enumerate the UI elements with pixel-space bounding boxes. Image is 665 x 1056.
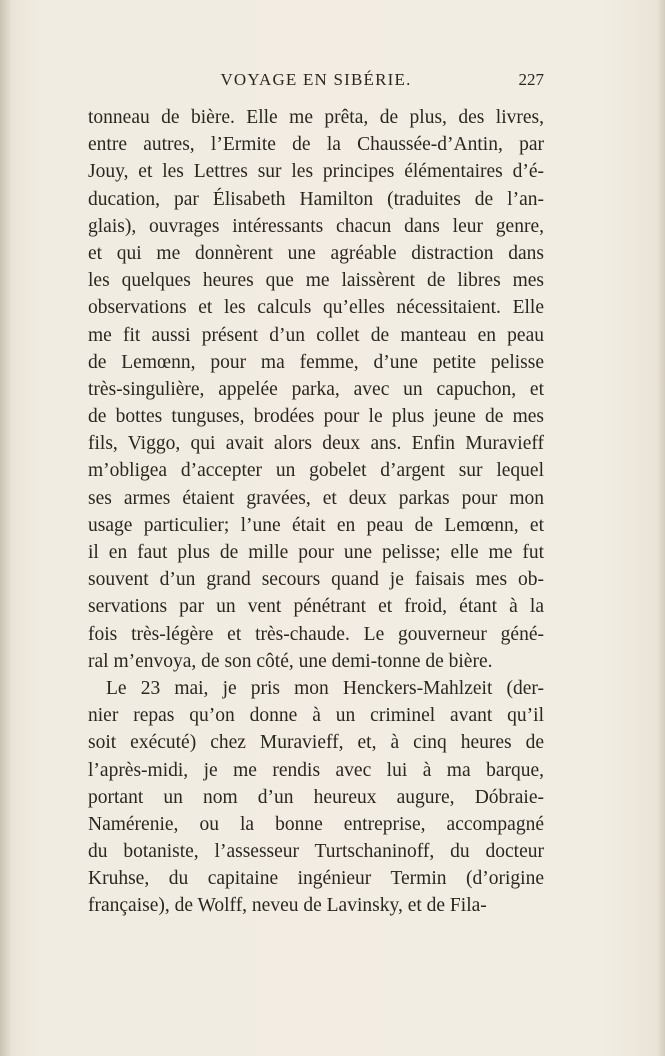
page-header <box>88 70 544 98</box>
text-line: l’après-midi, je me rendis avec lui à ma barque, <box>88 759 544 781</box>
text-line: soit exécuté) chez Muravieff, et, à cinq heures de <box>88 732 544 754</box>
page-gutter-shadow <box>0 0 12 1056</box>
text-line: ducation, par Élisabeth Hamilton (traduites de l’an- <box>88 188 544 210</box>
text-line: du botaniste, l’assesseur Turtschaninoff, du docteur <box>88 841 544 863</box>
text-line: de bottes tunguses, brodées pour le plus jeune de mes <box>88 406 544 428</box>
text-line: servations par un vent pénétrant et froid, étant à la <box>88 596 544 618</box>
paragraph-first-line: Le 23 mai, je pris mon Henckers-Mahlzeit (der- <box>106 677 544 699</box>
running-title: VOYAGE EN SIBÉRIE. <box>220 70 412 89</box>
text-line: très-singulière, appelée parka, avec un capuchon, et <box>88 378 544 400</box>
text-line: me fit aussi présent d’un collet de manteau en peau <box>88 324 544 346</box>
text-line: observations et les calculs qu’elles nécessitaient. Elle <box>88 297 544 319</box>
text-line: les quelques heures que me laissèrent de libres mes <box>88 270 544 292</box>
text-line: et qui me donnèrent une agréable distraction dans <box>88 242 544 264</box>
text-line: Namérenie, ou la bonne entreprise, accompagné <box>88 813 544 835</box>
text-line: m’obligea d’accepter un gobelet d’argent sur lequel <box>88 460 544 482</box>
page-number: 227 <box>518 70 544 89</box>
text-line: Kruhse, du capitaine ingénieur Termin (d’origine <box>88 868 544 890</box>
text-line: portant un nom d’un heureux augure, Dóbraie- <box>88 786 544 808</box>
text-line: tonneau de bière. Elle me prêta, de plus, des livres, <box>88 107 544 128</box>
text-line: nier repas qu’on donne à un criminel avant qu’il <box>88 705 544 727</box>
text-line: il en faut plus de mille pour une pelisse; elle me fut <box>88 542 544 563</box>
text-line: Jouy, et les Lettres sur les principes élémentaires d’é- <box>88 161 544 183</box>
text-line: fois très-légère et très-chaude. Le gouverneur géné- <box>88 623 544 645</box>
text-line: souvent d’un grand secours quand je faisais mes ob- <box>88 569 544 591</box>
body-text <box>88 104 544 920</box>
text-line: ses armes étaient gravées, et deux parkas pour mon <box>88 487 544 509</box>
text-line: entre autres, l’Ermite de la Chaussée-d’Antin, par <box>88 134 544 156</box>
text-line: fils, Viggo, qui avait alors deux ans. Enfin Muravieff <box>88 433 544 455</box>
text-line: française), de Wolff, neveu de Lavinsky, et de Fila- <box>88 895 487 917</box>
text-line: glais), ouvrages intéressants chacun dans leur genre, <box>88 215 544 237</box>
text-line: usage particulier; l’une était en peau de Lemœnn, et <box>88 514 544 536</box>
page-edge-shadow <box>657 0 665 1056</box>
paragraph-last-line: ral m’envoya, de son côté, une demi-tonne de bière. <box>88 650 493 672</box>
text-line: de Lemœnn, pour ma femme, d’une petite pelisse <box>88 351 544 373</box>
